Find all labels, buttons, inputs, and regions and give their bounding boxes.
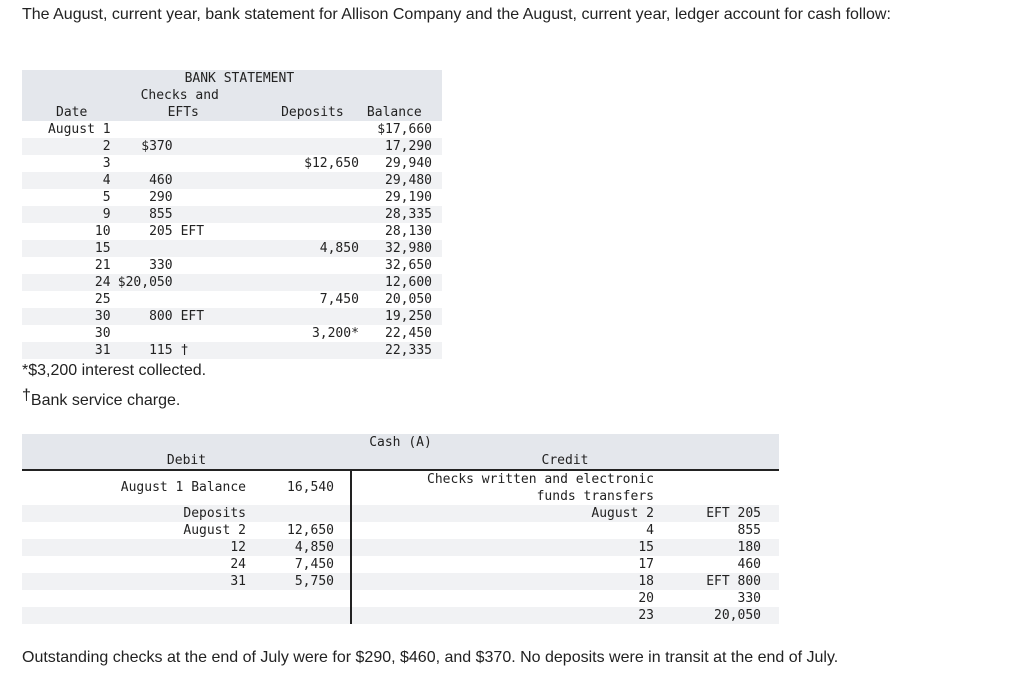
bank-row-date: 30 (22, 325, 111, 342)
bank-row (22, 121, 442, 138)
debit-balance-label: August 1 Balance (120, 480, 246, 495)
bank-row (22, 206, 442, 223)
bank-row-balance: 19,250 (365, 308, 442, 325)
bank-row-check-amount: 800 (149, 309, 173, 324)
bank-row-deposit (253, 223, 365, 240)
bank-row-date: 3 (22, 155, 111, 172)
debit-entry-row (22, 522, 352, 539)
credit-entry-label: 17 (638, 557, 654, 572)
bank-row-deposit: 3,200* (253, 325, 365, 342)
bank-row-check-amount: $370 (141, 139, 173, 154)
bank-header-row-1 (22, 87, 442, 104)
bank-row-balance: 22,450 (365, 325, 442, 342)
bank-row-date: 10 (22, 223, 111, 240)
footnote-interest: *$3,200 interest collected. (22, 362, 207, 379)
debit-entry-amount: 12,650 (287, 523, 334, 538)
debit-entry-amount: 4,850 (294, 540, 334, 555)
bank-row (22, 155, 442, 172)
credit-entry-amount: 855 (737, 523, 761, 538)
bank-row (22, 274, 442, 291)
bank-statement-title: BANK STATEMENT (111, 70, 442, 87)
credit-entry-row (352, 607, 779, 624)
bank-row-deposit (253, 189, 365, 206)
bank-row-balance: 28,130 (365, 223, 442, 240)
debit-entry-row (22, 556, 352, 573)
credit-heading-line1: Checks written and electronic (427, 472, 654, 487)
credit-entry-label: 4 (646, 523, 654, 538)
credit-entry-row (352, 556, 779, 573)
bank-row-checks (111, 342, 254, 359)
debit-balance-amount: 16,540 (287, 480, 334, 495)
bank-row-date: 25 (22, 291, 111, 308)
credit-entry-amount: EFT 800 (706, 574, 761, 589)
bank-row-checks (111, 291, 254, 308)
cash-account-body (22, 471, 779, 624)
bank-row-deposit (253, 121, 365, 138)
debit-column (22, 471, 352, 624)
bank-row-balance: 12,600 (365, 274, 442, 291)
bank-row-checks (111, 155, 254, 172)
bank-row-checks (111, 206, 254, 223)
bank-row-deposit (253, 257, 365, 274)
debit-entry-label: 31 (230, 574, 246, 589)
debit-empty-row (22, 590, 352, 607)
debit-entry-amount: 7,450 (294, 557, 334, 572)
bank-row (22, 291, 442, 308)
bank-title-row (22, 70, 442, 87)
bank-row-deposit (253, 274, 365, 291)
footnote-service-text: Bank service charge. (30, 392, 181, 409)
bank-row (22, 223, 442, 240)
bank-row-date: 15 (22, 240, 111, 257)
bank-row-check-amount: 290 (149, 190, 173, 205)
credit-entry-row (352, 573, 779, 590)
credit-entry-amount: EFT 205 (706, 506, 761, 521)
bank-row-checks (111, 257, 254, 274)
deposits-label: Deposits (183, 506, 246, 521)
credit-entry-amount: 460 (737, 557, 761, 572)
bank-row-deposit: 7,450 (253, 291, 365, 308)
bank-row (22, 240, 442, 257)
bank-row-deposit (253, 172, 365, 189)
bank-row-balance: 20,050 (365, 291, 442, 308)
credit-entry-label: 20 (638, 591, 654, 606)
bank-row-check-amount: 115 (149, 343, 173, 358)
intro-text: The August, current year, bank statement for Allison Company and the August, current year, ledger account for cash follow: (22, 6, 891, 23)
deposits-label-row (22, 505, 352, 522)
bank-row-checks (111, 325, 254, 342)
bank-row-check-amount: $20,050 (117, 275, 173, 290)
credit-heading (352, 471, 654, 505)
bank-row (22, 172, 442, 189)
bank-row (22, 308, 442, 325)
debit-balance-row (22, 471, 352, 505)
bank-row-checks (111, 274, 254, 291)
bank-row-checks (111, 308, 254, 325)
bank-row-deposit: $12,650 (253, 155, 365, 172)
debit-entry-label: August 2 (183, 523, 246, 538)
credit-entry-label: 15 (638, 540, 654, 555)
debit-entry-label: 12 (230, 540, 246, 555)
debit-entry-row (22, 573, 352, 590)
bank-row-date: 31 (22, 342, 111, 359)
bank-row-balance: 28,335 (365, 206, 442, 223)
credit-entry-label: August 2 (591, 506, 654, 521)
bank-row-checks (111, 138, 254, 155)
bank-row-date: 30 (22, 308, 111, 325)
cash-t-account (22, 434, 779, 624)
bank-row-balance: 32,980 (365, 240, 442, 257)
bank-row-checks (111, 172, 254, 189)
bank-row-date: 9 (22, 206, 111, 223)
balance-header: Balance (365, 104, 442, 121)
credit-entry-amount: 330 (737, 591, 761, 606)
bank-row-check-amount: 330 (149, 258, 173, 273)
bank-row-checks (111, 240, 254, 257)
bank-row-balance: 17,290 (365, 138, 442, 155)
bank-row-deposit (253, 138, 365, 155)
checks-header-line2: EFTs (111, 104, 254, 121)
bank-row-date: 24 (22, 274, 111, 291)
cash-account-headers (22, 452, 779, 471)
credit-entry-label: 18 (638, 574, 654, 589)
credit-entry-row (352, 539, 779, 556)
bank-row-date: 2 (22, 138, 111, 155)
bank-row (22, 189, 442, 206)
debit-entry-row (22, 539, 352, 556)
date-header: Date (22, 104, 111, 121)
bank-row-checks (111, 223, 254, 240)
bank-row-check-amount: 205 (149, 224, 173, 239)
credit-heading-line2: funds transfers (536, 489, 654, 504)
closing-text: Outstanding checks at the end of July were for $290, $460, and $370. No deposits were in transit at the end of July. (22, 649, 839, 666)
bank-row-check-note: † (180, 343, 189, 358)
credit-column (352, 471, 779, 624)
credit-heading-row (352, 471, 779, 505)
bank-row-check-amount: 855 (149, 207, 173, 222)
footnote-service (22, 386, 180, 411)
bank-row-deposit (253, 308, 365, 325)
bank-row-date: 21 (22, 257, 111, 274)
debit-header: Debit (166, 453, 207, 468)
debit-empty-row (22, 607, 352, 624)
bank-header-row-2 (22, 104, 442, 121)
deposits-header: Deposits (253, 104, 365, 121)
credit-entry-label: 23 (638, 608, 654, 623)
bank-row-date: August 1 (22, 121, 111, 138)
bank-row-balance: $17,660 (365, 121, 442, 138)
debit-entry-amount: 5,750 (294, 574, 334, 589)
bank-row-balance: 22,335 (365, 342, 442, 359)
credit-entry-row (352, 590, 779, 607)
bank-statement-table (22, 70, 442, 359)
bank-row-balance: 29,190 (365, 189, 442, 206)
checks-header-line1: Checks and (111, 87, 254, 104)
bank-row-deposit: 4,850 (253, 240, 365, 257)
credit-entry-row (352, 522, 779, 539)
credit-entry-row (352, 505, 779, 522)
bank-row-checks (111, 189, 254, 206)
credit-entry-amount: 20,050 (714, 608, 761, 623)
dagger-mark: † (22, 387, 31, 404)
bank-row-date: 5 (22, 189, 111, 206)
bank-row-checks (111, 121, 254, 138)
bank-row-deposit (253, 206, 365, 223)
bank-row-check-amount: 460 (149, 173, 173, 188)
bank-row (22, 342, 442, 359)
bank-row-check-note: EFT (180, 309, 205, 324)
credit-header: Credit (541, 453, 589, 468)
bank-row-balance: 29,940 (365, 155, 442, 172)
bank-row-date: 4 (22, 172, 111, 189)
credit-entry-amount: 180 (737, 540, 761, 555)
debit-entry-label: 24 (230, 557, 246, 572)
bank-row-balance: 29,480 (365, 172, 442, 189)
bank-row (22, 138, 442, 155)
cash-account-title: Cash (A) (22, 434, 779, 452)
bank-row-balance: 32,650 (365, 257, 442, 274)
bank-row (22, 257, 442, 274)
bank-row-check-note: EFT (180, 224, 205, 239)
bank-row-deposit (253, 342, 365, 359)
t-account-divider (350, 471, 352, 624)
bank-row (22, 325, 442, 342)
